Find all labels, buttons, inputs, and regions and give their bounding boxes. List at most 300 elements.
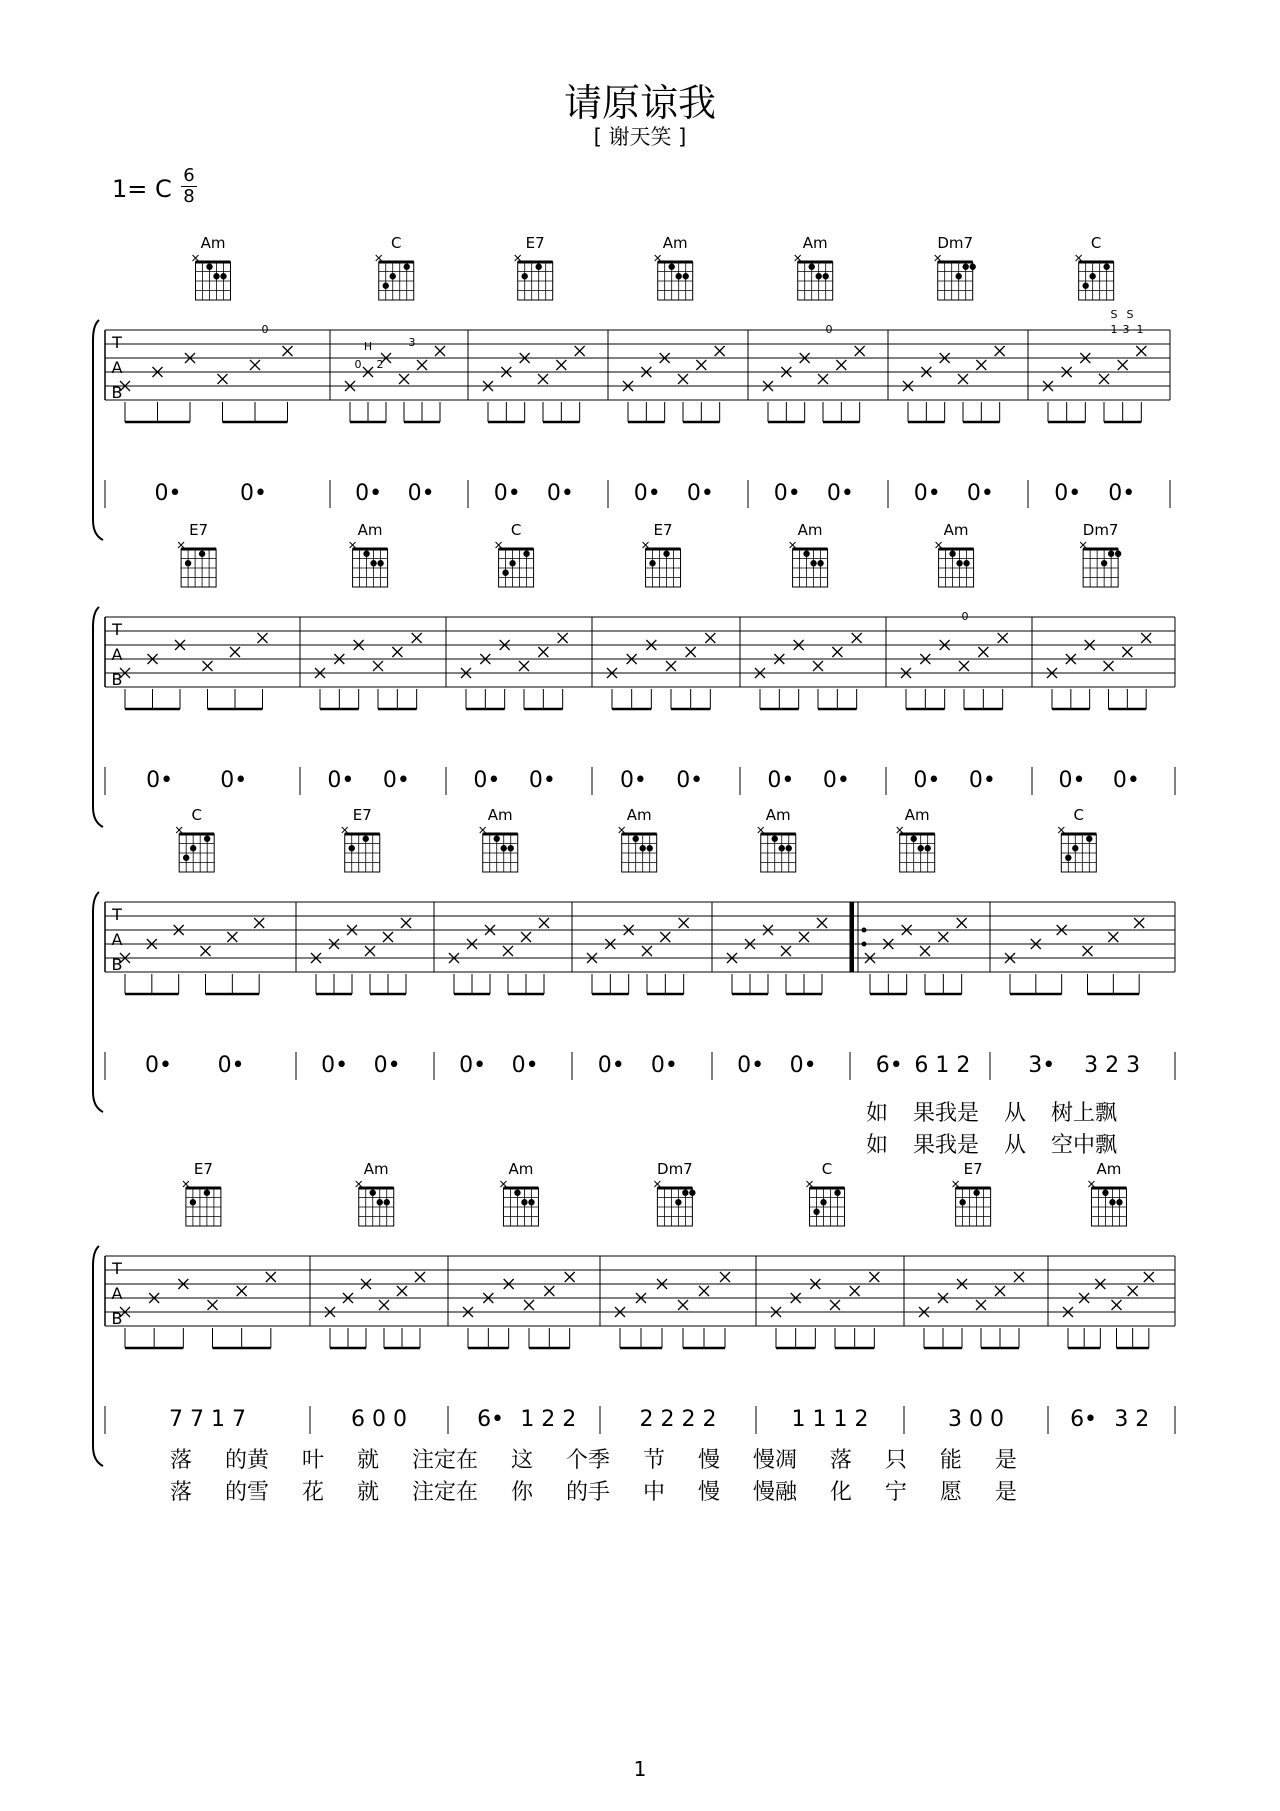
chord-muted-string [935,255,941,261]
chord-name: Am [200,234,226,252]
chord-diagram [183,1181,221,1226]
chord-name: Am [943,521,969,539]
lyric-line: 如 果我是 从 树上飘 [866,1101,1117,1126]
measure [870,827,962,994]
chord-finger-dot [689,1190,695,1196]
jianpu-note-group: 0• [382,768,410,793]
jianpu-note-group: 6 0 0 [351,1407,407,1432]
chord-name: E7 [963,1160,983,1178]
chord-finger-dot [949,551,955,557]
measure [628,255,720,422]
strum-x-mark [1141,633,1151,643]
chord-diagram [953,1181,991,1226]
strum-x-mark [1118,360,1128,370]
strum-x-mark [832,647,842,657]
jianpu-note-group: 1 2 2 [520,1407,577,1432]
chord-name: Am [363,1160,389,1178]
measure [320,542,417,709]
chord-muted-string [515,255,521,261]
chord-finger-dot [536,264,542,270]
strum-x-mark [817,918,827,928]
chord-muted-string [496,542,502,548]
strum-x-mark [938,932,948,942]
chord-diagram [795,255,833,300]
tab-fret-annotation: 0 [825,323,833,336]
jianpu-note-group: 7 7 1 7 [169,1407,246,1432]
chord-finger-dot [810,560,816,566]
chord-muted-string [1080,542,1086,548]
tab-clef-b: B [111,670,123,689]
jianpu-note-group: 0• [650,1053,678,1078]
chord-name: E7 [352,806,372,824]
jianpu-note-group: 0• [822,768,850,793]
strum-x-mark [976,360,986,370]
chord-diagram [1088,1181,1126,1226]
measure [768,255,860,422]
chord-muted-string [758,827,764,833]
jianpu-note-group: 6 1 2 [914,1053,971,1078]
chord-diagram [807,1181,845,1226]
strum-x-mark [699,1286,709,1296]
chord-diagram [758,827,796,872]
chord-finger-dot [390,273,396,279]
system-brace [93,1246,103,1466]
strum-x-mark [201,946,211,956]
chord-muted-string [500,1181,506,1187]
chord-name: Am [662,234,688,252]
chord-finger-dot [963,560,969,566]
chord-finger-dot [683,273,689,279]
song-artist: [ 谢天笑 ] [593,125,687,149]
jianpu-note-group: 0• [546,481,574,506]
chord-finger-dot [925,845,931,851]
strum-x-mark [538,374,548,384]
chord-name: C [821,1160,833,1178]
time-signature-numerator: 6 [183,165,195,186]
system-brace [93,892,103,1112]
strum-x-mark [1134,918,1144,928]
chord-diagram [176,827,214,872]
measure [620,1181,725,1348]
chord-finger-dot [509,560,515,566]
strum-x-mark [855,346,865,356]
strum-x-mark [1112,1300,1122,1310]
chord-finger-dot [649,560,655,566]
repeat-dot [862,942,867,947]
chord-diagram [178,542,216,587]
strum-x-mark [995,1286,1005,1296]
tab-clef-a: A [111,930,123,949]
chord-finger-dot [494,836,500,842]
strum-x-mark [686,647,696,657]
chord-diagram [376,255,414,300]
strum-x-mark [575,346,585,356]
chord-finger-dot [501,845,507,851]
chord-diagram [936,542,974,587]
chord-finger-dot [813,1209,819,1215]
key-signature: 1= C [112,175,172,203]
jianpu-note-group: 0• [619,768,647,793]
chord-muted-string [356,1181,362,1187]
measure [760,542,857,709]
chord-muted-string [807,1181,813,1187]
strum-x-mark [1136,346,1146,356]
jianpu-note-group: 0• [1054,481,1082,506]
strum-x-mark [435,346,445,356]
chord-finger-dot [1086,836,1092,842]
strum-x-mark [995,346,1005,356]
measure [612,542,710,709]
strum-x-mark [565,1272,575,1282]
chord-finger-dot [1089,273,1095,279]
chord-name: Am [357,521,383,539]
strum-x-mark [642,946,652,956]
jianpu-note-group: 0• [217,1053,245,1078]
chord-finger-dot [834,1190,840,1196]
chord-diagram [342,827,380,872]
chord-finger-dot [508,845,514,851]
chord-muted-string [1076,255,1082,261]
strum-x-mark [539,918,549,928]
jianpu-note-group: 3 2 3 [1084,1053,1141,1078]
chord-finger-dot [502,570,508,576]
jianpu-note-group: 0• [459,1053,487,1078]
measure [330,1181,420,1348]
strum-x-mark [720,1272,730,1282]
chord-muted-string [342,827,348,833]
lyric-line: 落 的雪 花 就 注定在 你 的手 中 慢 慢融 化 宁 愿 是 [170,1480,1017,1505]
chord-diagram [897,827,935,872]
strum-x-mark [208,1300,218,1310]
measure [125,255,288,422]
chord-muted-string [480,827,486,833]
measure [125,542,263,709]
jianpu-note-group: 0• [240,481,267,506]
chord-finger-dot [956,560,962,566]
strum-x-mark [781,946,791,956]
chord-diagram [350,542,388,587]
measure [316,827,406,994]
strum-x-mark [412,633,422,643]
tab-fret-annotation: 1 [1136,323,1144,336]
measure [908,255,1000,422]
chord-name: E7 [193,1160,213,1178]
chord-diagram [1076,255,1114,300]
strum-x-mark [283,346,293,356]
staff-system-3 [93,827,1175,1112]
strum-x-mark [227,932,237,942]
measure [1048,255,1141,422]
strum-x-mark [521,932,531,942]
time-signature-denominator: 8 [183,186,195,207]
chord-name: C [1090,234,1102,252]
jianpu-note-group: 0• [154,481,182,506]
chord-finger-dot [918,845,924,851]
jianpu-note-group: 0• [1058,768,1086,793]
tab-clef-b: B [111,955,123,974]
chord-finger-dot [383,283,389,289]
strum-x-mark [958,374,968,384]
measure [350,255,440,422]
chord-finger-dot [204,1190,210,1196]
strum-x-mark [998,633,1008,643]
strum-x-mark [715,346,725,356]
jianpu-note-group: 0• [373,1053,401,1078]
strum-x-mark [1144,1272,1154,1282]
measure [924,1181,1019,1348]
chord-finger-dot [809,264,815,270]
measure [1010,827,1139,994]
chord-finger-dot [633,836,639,842]
chord-finger-dot [1102,1190,1108,1196]
strum-x-mark [524,1300,534,1310]
lyric-line: 落 的黄 叶 就 注定在 这 个季 节 慢 慢凋 落 只 能 是 [170,1448,1017,1473]
strum-x-mark [365,946,375,956]
chord-finger-dot [682,1190,688,1196]
strum-x-mark [250,360,260,370]
chord-name: E7 [525,234,545,252]
measure [592,827,684,994]
tab-clef-t: T [112,620,122,639]
jianpu-note-group: 0• [1108,481,1136,506]
chord-muted-string [178,542,184,548]
chord-finger-dot [377,1199,383,1205]
jianpu-note-group: 0• [144,1053,172,1078]
jianpu-note-group: 0• [737,1053,765,1078]
chord-diagram [643,542,681,587]
strum-x-mark [836,360,846,370]
chord-muted-string [936,542,942,548]
chord-finger-dot [1103,264,1109,270]
chord-muted-string [350,542,356,548]
strum-x-mark [705,633,715,643]
chord-name: Am [508,1160,534,1178]
tab-fret-annotation: 0 [261,323,269,336]
strum-x-mark [1128,1286,1138,1296]
chord-muted-string [1058,827,1064,833]
chord-finger-dot [1115,551,1121,557]
song-title: 请原谅我 [563,81,716,125]
chord-name: Am [487,806,513,824]
strum-x-mark [818,374,828,384]
chord-name: Am [1096,1160,1122,1178]
chord-diagram [480,827,518,872]
chord-finger-dot [779,845,785,851]
chord-name: C [510,521,522,539]
lyric-line: 如 果我是 从 空中飘 [866,1133,1117,1158]
strum-x-mark [556,360,566,370]
chord-muted-string [1088,1181,1094,1187]
strum-x-mark [869,1272,879,1282]
chord-name: C [1073,806,1085,824]
chord-muted-string [619,827,625,833]
chord-finger-dot [640,845,646,851]
chord-diagram [790,542,828,587]
chord-name: Am [765,806,791,824]
chord-finger-dot [514,1190,520,1196]
strum-x-mark [679,918,689,928]
strum-x-mark [678,374,688,384]
chord-finger-dot [204,836,210,842]
chord-finger-dot [528,1199,534,1205]
tab-clef-t: T [112,1259,122,1278]
jianpu-note-group: 0• [966,481,994,506]
strum-x-mark [1099,374,1109,384]
measure [906,542,1003,709]
chord-finger-dot [190,845,196,851]
jianpu-note-group: 0• [220,768,248,793]
strum-x-mark [1104,661,1114,671]
chord-finger-dot [363,551,369,557]
chord-finger-dot [817,560,823,566]
chord-finger-dot [675,1199,681,1205]
tab-fret-annotation: S [1126,308,1134,321]
chord-diagram [496,542,534,587]
chord-diagram [1080,542,1121,587]
chord-finger-dot [803,551,809,557]
chord-finger-dot [1108,551,1114,557]
tab-clef-t: T [112,333,122,352]
repeat-dot [862,928,867,933]
jianpu-note-group: 0• [968,768,996,793]
jianpu-note-group: 6• [1070,1407,1098,1432]
chord-finger-dot [1072,845,1078,851]
chord-finger-dot [370,1190,376,1196]
chord-muted-string [790,542,796,548]
strum-x-mark [399,374,409,384]
chord-diagram [1058,827,1096,872]
chord-diagram [935,255,976,300]
strum-x-mark [266,1272,276,1282]
strum-x-mark [392,647,402,657]
strum-x-mark [218,374,228,384]
measure [488,255,580,422]
chord-finger-dot [190,1199,196,1205]
jianpu-note-group: 0• [676,768,704,793]
chord-finger-dot [1109,1199,1115,1205]
jianpu-note-group: 3 2 [1114,1407,1150,1432]
strum-x-mark [957,918,967,928]
chord-finger-dot [816,273,822,279]
tab-clef-t: T [112,905,122,924]
chord-name: Dm7 [1082,521,1119,539]
tab-clef-b: B [111,383,123,402]
strum-x-mark [799,932,809,942]
strum-x-mark [976,1300,986,1310]
jianpu-note-group: 1 1 1 2 [791,1407,869,1432]
strum-x-mark [417,360,427,370]
jianpu-note-group: 0• [511,1053,539,1078]
staff-system-4 [93,1181,1175,1466]
chord-muted-string [176,827,182,833]
tab-fret-annotation: H [363,340,373,353]
chord-finger-dot [786,845,792,851]
jianpu-note-group: 3 0 0 [948,1407,1004,1432]
chord-name: E7 [189,521,209,539]
chord-finger-dot [521,1199,527,1205]
strum-x-mark [538,647,548,657]
strum-x-mark [660,932,670,942]
jianpu-note-group: 6• [477,1407,505,1432]
chord-name: Am [626,806,652,824]
chord-finger-dot [669,264,675,270]
tab-fret-annotation: 0 [354,358,362,371]
chord-finger-dot [220,273,226,279]
chord-finger-dot [663,551,669,557]
chord-finger-dot [820,1199,826,1205]
chord-finger-dot [199,551,205,557]
page-number: 1 [633,1757,647,1781]
tab-fret-annotation: 1 [1110,323,1118,336]
jianpu-note-group: 0• [355,481,383,506]
jianpu-note-group: 0• [633,481,661,506]
chord-finger-dot [823,273,829,279]
tab-fret-annotation: 0 [961,610,969,623]
chord-finger-dot [970,264,976,270]
strum-x-mark [373,661,383,671]
strum-x-mark [230,647,240,657]
chord-finger-dot [185,560,191,566]
chord-finger-dot [1116,1199,1122,1205]
chord-diagram [619,827,657,872]
chord-diagram [654,1181,695,1226]
jianpu-note-group: 0• [407,481,435,506]
jianpu-note-group: 3• [1028,1053,1056,1078]
jianpu-note-group: 0• [767,768,795,793]
strum-x-mark [830,1300,840,1310]
strum-x-mark [519,661,529,671]
strum-x-mark [1122,647,1132,657]
jianpu-note-group: 0• [913,768,941,793]
tab-clef-b: B [111,1309,123,1328]
chord-finger-dot [1082,283,1088,289]
chord-name: Am [904,806,930,824]
chord-muted-string [953,1181,959,1187]
jianpu-note-group: 2 2 2 2 [639,1407,717,1432]
chord-finger-dot [772,836,778,842]
tab-fret-annotation: 3 [408,336,416,349]
chord-muted-string [897,827,903,833]
measure [125,1181,271,1348]
chord-muted-string [795,255,801,261]
jianpu-note-group: 0• [686,481,714,506]
chord-name: C [191,806,202,824]
chord-diagram [500,1181,538,1226]
strum-x-mark [258,633,268,643]
tab-fret-annotation: 3 [1122,323,1130,336]
chord-finger-dot [676,273,682,279]
chord-muted-string [193,255,199,261]
chord-finger-dot [911,836,917,842]
strum-x-mark [1083,946,1093,956]
strum-x-mark [203,661,213,671]
chord-finger-dot [213,273,219,279]
jianpu-note-group: 0• [789,1053,817,1078]
chord-finger-dot [1101,560,1107,566]
chord-name: Am [802,234,828,252]
tab-clef-a: A [111,1284,123,1303]
chord-finger-dot [973,1190,979,1196]
measure [454,827,544,994]
chord-finger-dot [963,264,969,270]
chord-finger-dot [183,855,189,861]
chord-muted-string [376,255,382,261]
jianpu-note-group: 0• [327,768,355,793]
chord-finger-dot [523,551,529,557]
chord-name: Am [797,521,823,539]
strum-x-mark [415,1272,425,1282]
chord-name: Dm7 [937,234,974,252]
